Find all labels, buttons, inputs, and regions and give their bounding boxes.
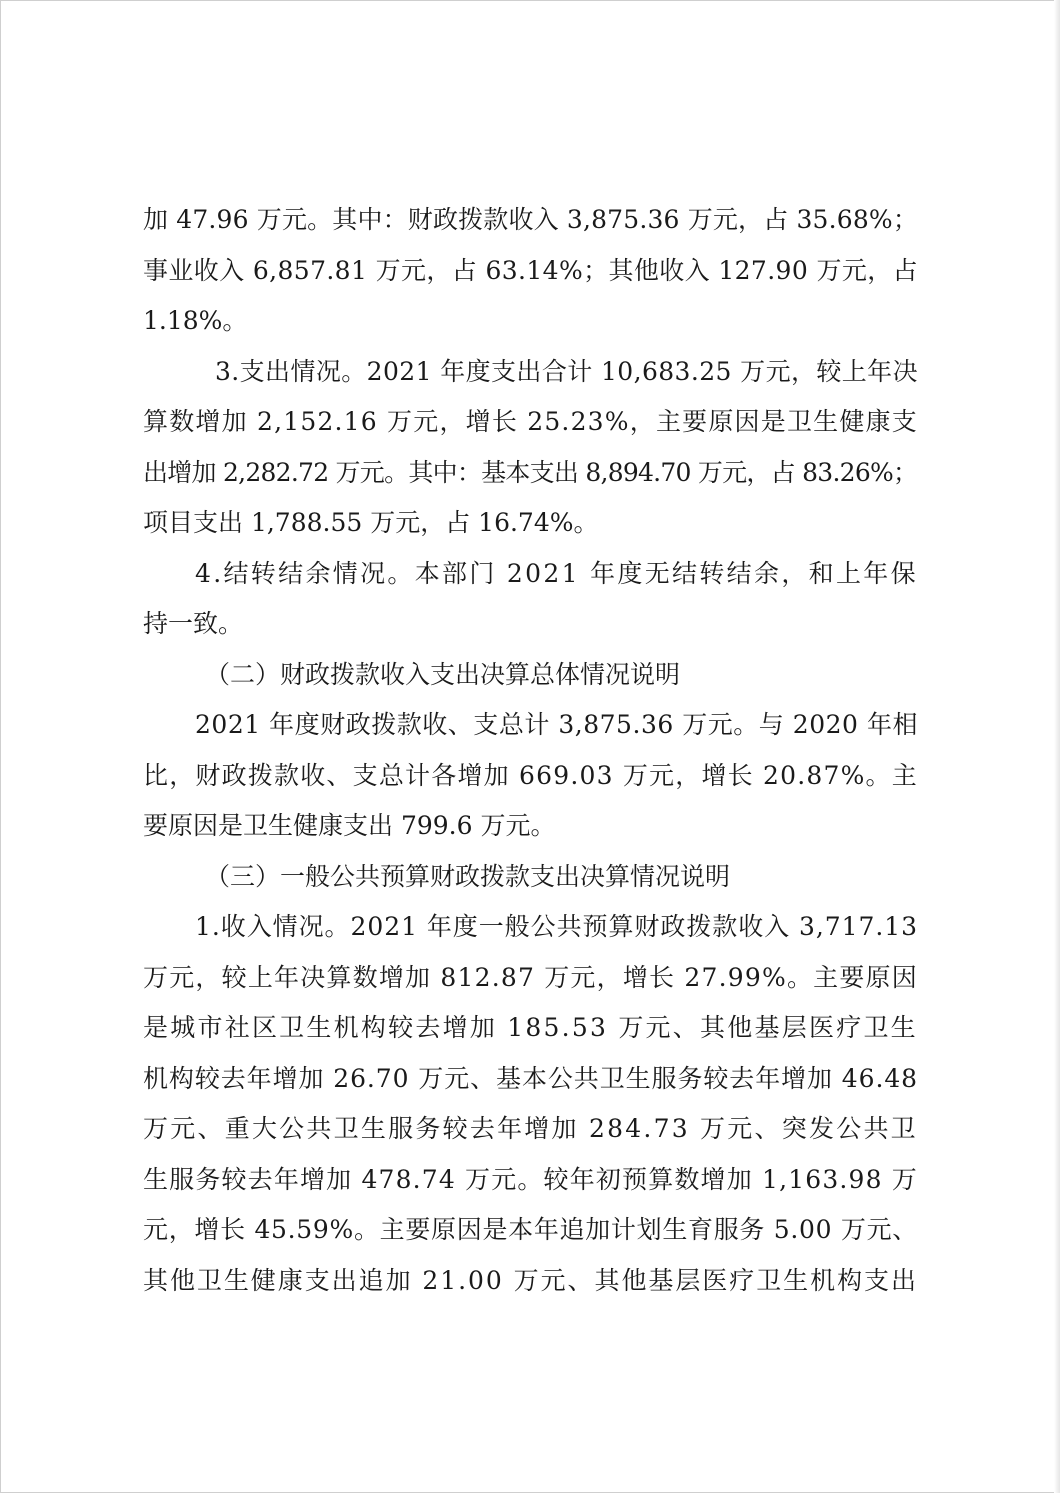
- text-line: 事业收入 6,857.81 万元，占 63.14%；其他收入 127.90 万元，占: [143, 255, 918, 285]
- text-line: 是城市社区卫生机构较去增加 185.53 万元、其他基层医疗卫生: [143, 1013, 918, 1042]
- text-line: 要原因是卫生健康支出 799.6 万元。: [143, 811, 556, 840]
- text-line: 持一致。: [143, 609, 244, 638]
- text-line: 其他卫生健康支出追加 21.00 万元、其他基层医疗卫生机构支出: [143, 1265, 918, 1295]
- text-line: 万元、重大公共卫生服务较去年增加 284.73 万元、突发公共卫: [143, 1114, 918, 1143]
- text-line: 3.支出情况。2021 年度支出合计 10,683.25 万元，较上年决: [215, 356, 918, 386]
- page-edge-shadow: [1054, 0, 1060, 1493]
- text-line: 2021 年度财政拨款收、支总计 3,875.36 万元。与 2020 年相: [195, 710, 918, 739]
- section-heading: （三）一般公共预算财政拨款支出决算情况说明: [205, 861, 731, 891]
- text-line: 1.18%。: [143, 306, 248, 335]
- text-line: 算数增加 2,152.16 万元，增长 25.23%，主要原因是卫生健康支: [143, 407, 918, 436]
- text-line: 出增加 2,282.72 万元。其中：基本支出 8,894.70 万元，占 83.26%；: [143, 457, 918, 487]
- text-line: 元，增长 45.59%。主要原因是本年追加计划生育服务 5.00 万元、: [143, 1215, 918, 1244]
- text-line: 机构较去年增加 26.70 万元、基本公共卫生服务较去年增加 46.48: [143, 1063, 918, 1093]
- section-heading: （二）财政拨款收入支出决算总体情况说明: [205, 659, 681, 689]
- text-line: 项目支出 1,788.55 万元，占 16.74%。: [143, 508, 599, 537]
- text-line: 生服务较去年增加 478.74 万元。较年初预算数增加 1,163.98 万: [143, 1164, 918, 1194]
- text-line: 1.收入情况。2021 年度一般公共预算财政拨款收入 3,717.13: [195, 912, 918, 941]
- text-line: 万元，较上年决算数增加 812.87 万元，增长 27.99%。主要原因: [143, 962, 918, 992]
- document-body: [143, 195, 918, 1306]
- text-line: 比，财政拨款收、支总计各增加 669.03 万元，增长 20.87%。主: [143, 760, 918, 790]
- text-line: 4.结转结余情况。本部门 2021 年度无结转结余，和上年保: [195, 558, 918, 588]
- text-line: 加 47.96 万元。其中：财政拨款收入 3,875.36 万元，占 35.68%；: [143, 205, 918, 234]
